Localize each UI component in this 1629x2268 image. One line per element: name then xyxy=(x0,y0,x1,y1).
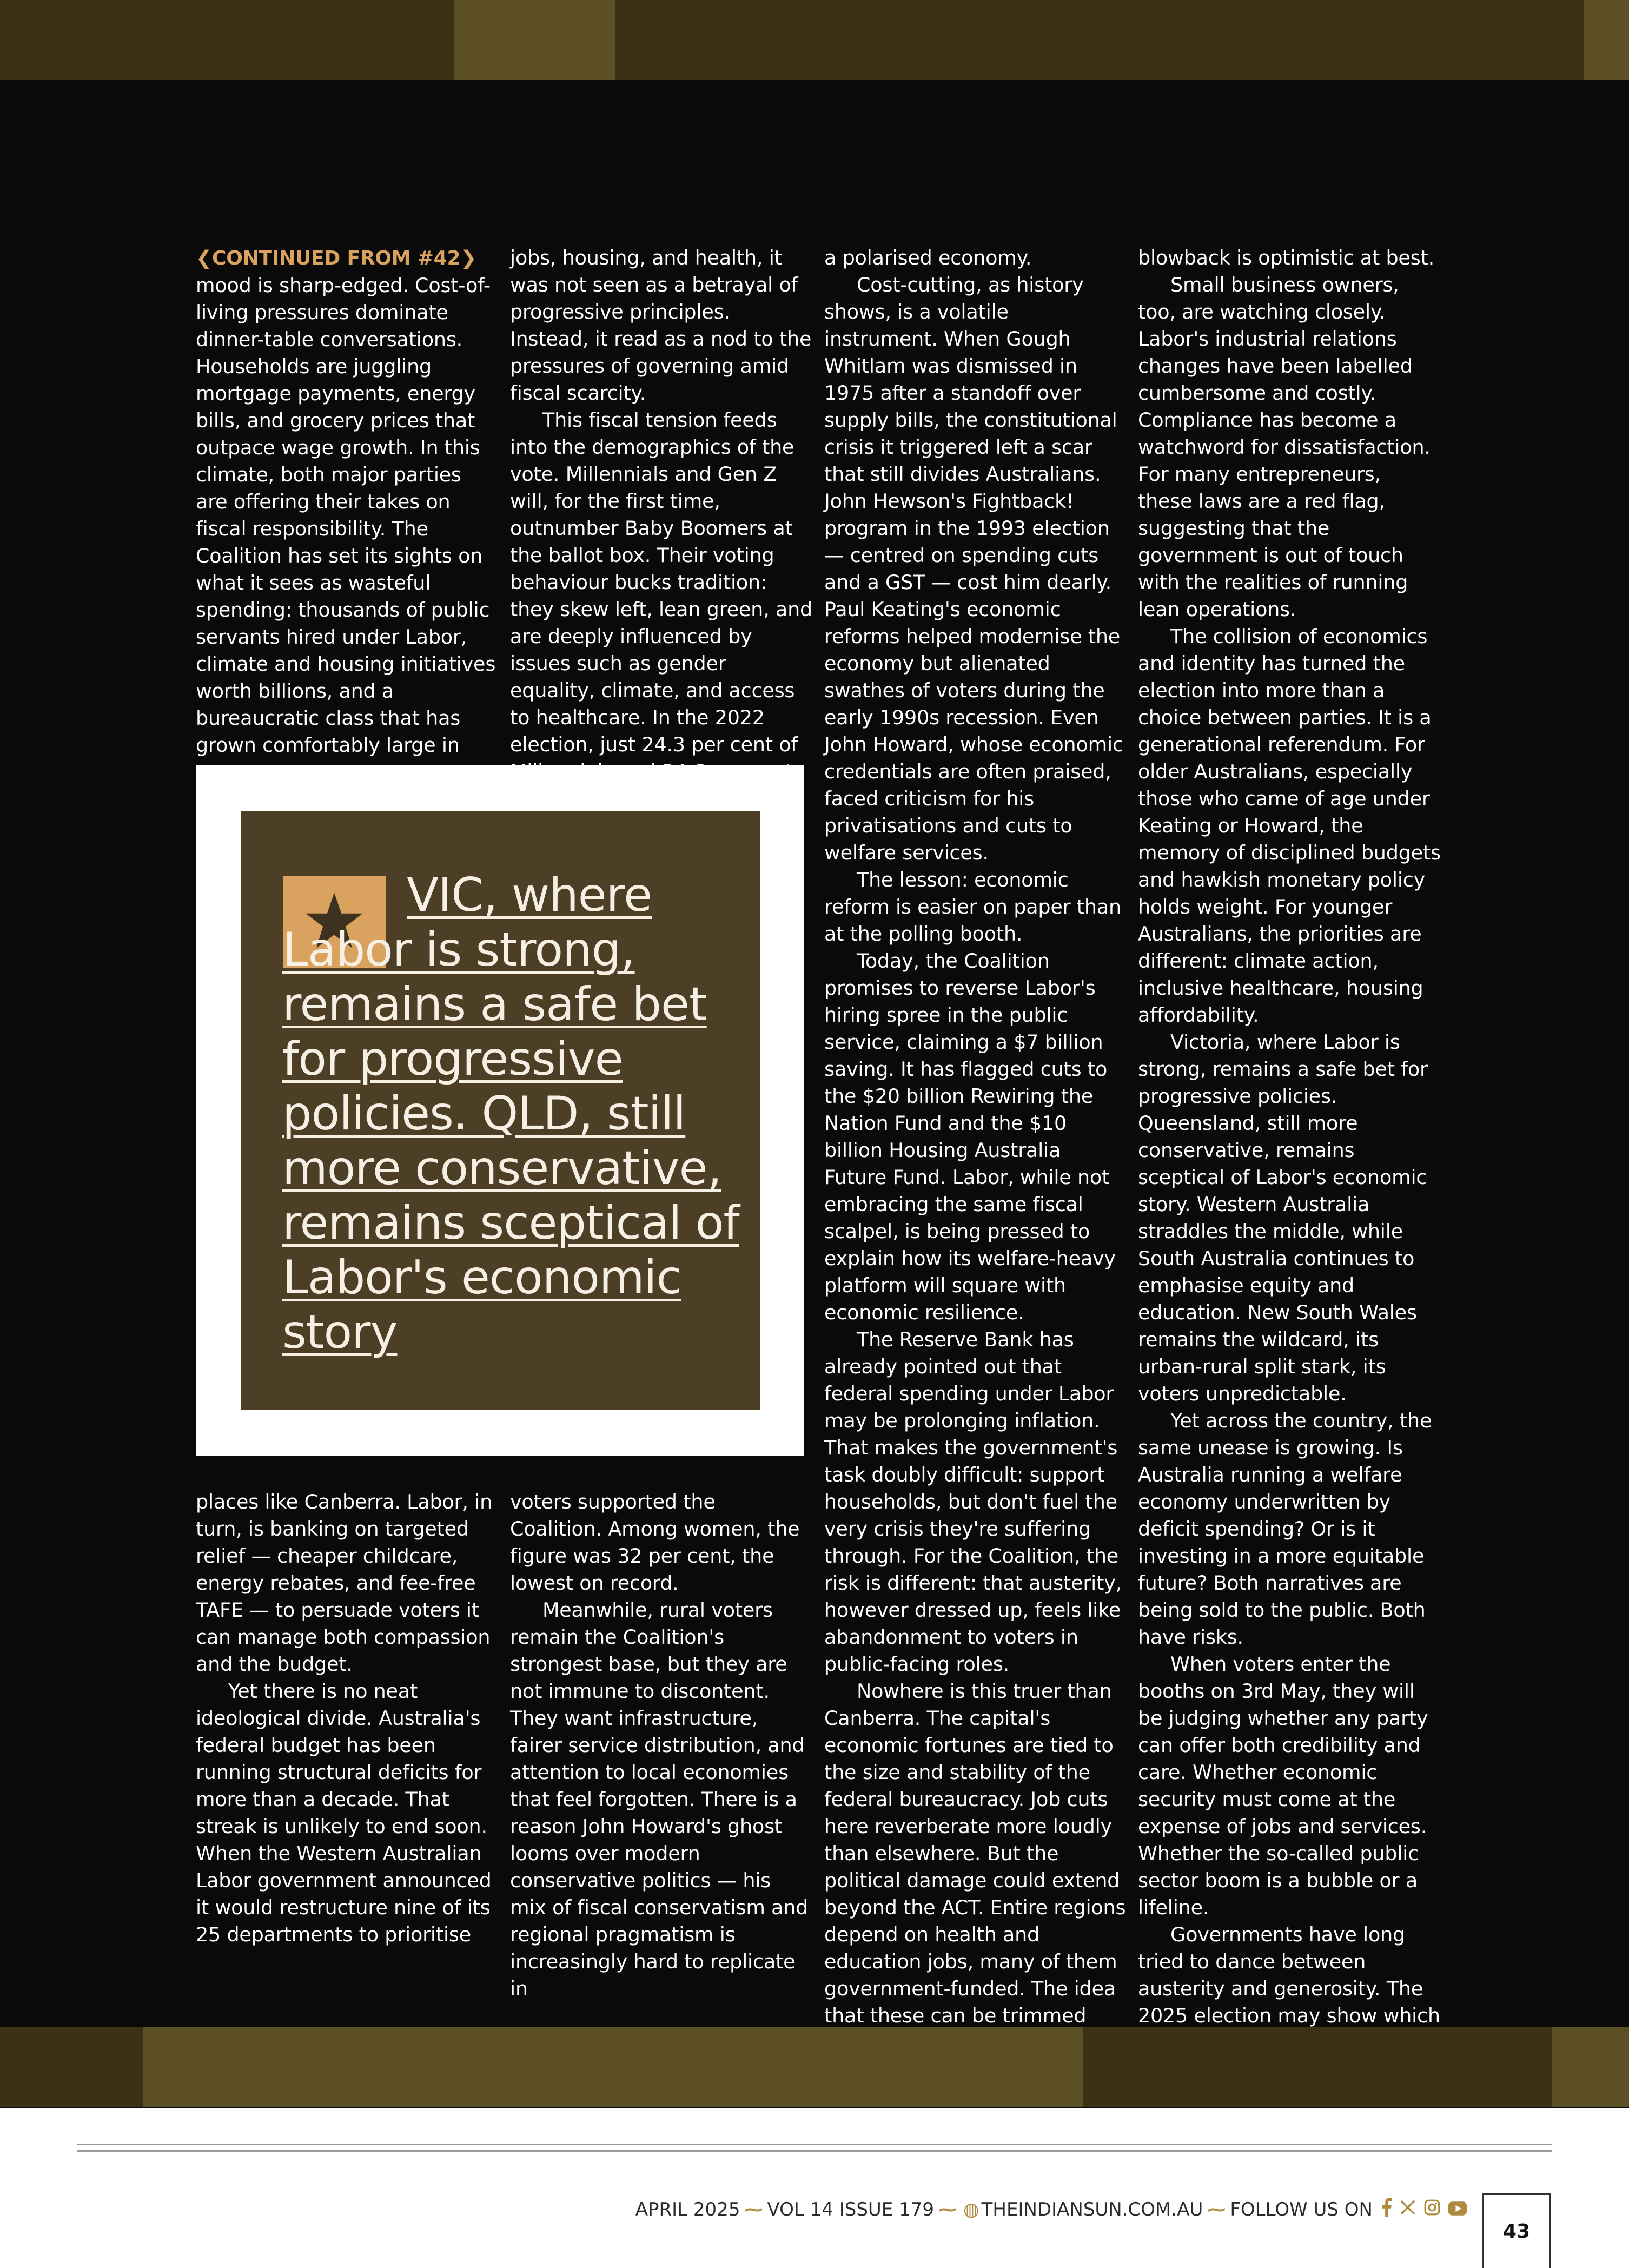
paragraph: This fiscal tension feeds into the demographics of the vote. Millennials and Gen Z will, for the first time, outnumber Baby Boomers at the ballot box. Their voting behaviour bucks tradition: they skew left, lean green, and are deeply influenced by issues such as gender equality, climate, and access to healthcare. In the 2022 election, just 24.3 per cent of xyxy=(510,408,812,756)
paragraph: The collision of economics and identity has turned the election into more than a choice between parties. It is a generational referendum. For older Australians, especially those who came of age under Keating or Howard, the memory of disciplined budgets and hawkish monetary policy holds weight. For younger Australians, the priorities are different: climate action, inclusive healthcare, housing affordability. xyxy=(1138,625,1441,1027)
bottom-band-segment xyxy=(143,2027,1083,2107)
footer-rule xyxy=(77,2150,1552,2152)
follow-label: FOLLOW US ON xyxy=(1230,2199,1373,2220)
paragraph: voters supported the Coalition. Among women, the figure was 32 per cent, the lowest on record. xyxy=(510,1490,800,1595)
article-column-2-bottom xyxy=(510,1489,813,2002)
separator-icon: ⁓ xyxy=(938,2199,957,2220)
bottom-decorative-band xyxy=(0,2027,1629,2107)
paragraph: places like Canberra. Labor, in turn, is banking on targeted relief — cheaper childcare, energy rebates, and fee-free TAFE — to persuade voters it can manage both compassion and the budget. xyxy=(196,1490,493,1676)
separator-icon: ⁓ xyxy=(1207,2199,1226,2220)
paragraph: Yet across the country, the same unease is growing. Is Australia running a welfare economy underwritten by deficit spending? Or is it investing in a more equitable future? Both narratives are being sold to the public. Both have risks. xyxy=(1138,1409,1432,1649)
paragraph: Small business owners, too, are watching closely. Labor's industrial relations changes have been labelled cumbersome and costly. Compliance has become a watchword for dissatisfaction. For many entrepreneurs, these laws are a red flag, suggesting that the government is out of touch with the realities of running lean operations. xyxy=(1138,273,1431,621)
instagram-icon[interactable] xyxy=(1423,2199,1441,2221)
continued-kicker: ❮CONTINUED FROM #42❯ xyxy=(196,247,477,269)
footer-info xyxy=(0,2193,1467,2226)
paragraph: blowback is optimistic at best. xyxy=(1138,246,1435,269)
article-column-1-top xyxy=(196,244,499,759)
article-column-4 xyxy=(1138,244,1441,2084)
separator-icon: ⁓ xyxy=(744,2199,763,2220)
paragraph: The Reserve Bank has already pointed out that federal spending under Labor may be prolonging inflation. That makes the government's task doubly difficult: support households, but don't fuel the very crisis they're suffering through. For the Coalition, the risk is different: that austerity, however dressed up, feels like abandonment to voters in public-facing roles. xyxy=(824,1328,1122,1676)
pull-quote-text: VIC, where Labor is strong, remains a safe bet for progressive policies. QLD, still more conservative, remains sceptical of Labor's economic story xyxy=(282,868,739,1359)
globe-icon: ◍ xyxy=(963,2199,979,2220)
paragraph: When voters enter the booths on 3rd May, they will be judging whether any party can offer both credibility and care. Whether economic security must come at the expense of jobs and services. Whether the so-called public sector boom is a bubble or a lifeline. xyxy=(1138,1652,1428,1919)
issue-date: APRIL 2025 xyxy=(635,2199,740,2220)
facebook-icon[interactable] xyxy=(1380,2198,1392,2222)
paragraph: Meanwhile, rural voters remain the Coalition's strongest base, but they are not immune to discontent. They want infrastructure, fairer service distribution, and attention to local economies that feel forgotten. There is a reason John Howard's ghost looms over modern conservative politics — his mix of fiscal conservatism and regional pragmatism is increasingly hard to replicate in xyxy=(510,1598,809,2000)
x-twitter-icon[interactable] xyxy=(1400,2199,1416,2220)
paragraph: a polarised economy. xyxy=(824,246,1032,269)
paragraph: Yet there is no neat ideological divide. Australia's federal budget has been running structural deficits for more than a decade. That streak is unlikely to end soon. When the Western Australian Labor government announced it would restructure nine of its 25 departments to prioritise xyxy=(196,1679,492,1946)
top-band-segment xyxy=(1584,0,1629,80)
paragraph: Governments have long tried to dance between austerity and generosity. The 2025 election may show which xyxy=(1138,1923,1440,2027)
article-column-2-top xyxy=(510,244,813,812)
paragraph: The lesson: economic reform is easier on paper than at the polling booth. xyxy=(824,868,1121,945)
paragraph: Victoria, where Labor is strong, remains a safe bet for progressive policies. Queensland, still more conservative, remains sceptical of Labor's economic story. Western Australia straddles the middle, while South Australia continues to emphasise equity and education. New South Wales remains the wildcard, its urban-rural split stark, its voters unpredictable. xyxy=(1138,1030,1428,1405)
top-decorative-band xyxy=(0,0,1629,80)
page-number: 43 xyxy=(1482,2193,1551,2268)
paragraph: jobs, housing, and health, it was not seen as a betrayal of progressive principles. Instead, it read as a nod to the pressures of governing amid fiscal scarcity. xyxy=(510,246,812,405)
article-column-1-bottom xyxy=(196,1489,499,1948)
footer-rule xyxy=(77,2144,1552,2145)
paragraph: Cost-cutting, as history shows, is a volatile instrument. When Gough Whitlam was dismissed in 1975 after a standoff over supply bills, the constitutional crisis it triggered left a scar that still divides Australians. John Hewson's Fightback! program in the 1993 election — centred on spending cuts and a GST — cost him dearly. Paul Keating's economic reforms helped modernise the economy but alienated swathes of voters during the early 1990s recession. Even John Howard, whose economic credentials are often praised, faced criticism for his privatisations and cuts to welfare services. xyxy=(824,273,1123,864)
paragraph: Nowhere is this truer than Canberra. The capital's economic fortunes are tied to the size and stability of the federal bureaucracy. Job cuts here reverberate more loudly than elsewhere. But the political damage could extend beyond the ACT. Entire regions depend on health and education jobs, many of them government-funded. The idea that these can be trimmed xyxy=(824,1679,1126,2027)
paragraph: mood is sharp-edged. Cost-of-living pressures dominate dinner-table conversations. Households are juggling mortgage payments, energy bills, and grocery prices that outpace wage growth. In this climate, both major parties are offering their takes on fiscal responsibility. The Coalition has set its sights on what it sees as wasteful spending: thousands of public servants hired under Labor, climate and housing initiatives worth billions, and a bureaucratic class that has grown comfortably large in xyxy=(196,274,496,757)
paragraph: Today, the Coalition promises to reverse Labor's hiring spree in the public service, claiming a $7 billion saving. It has flagged cuts to the $20 billion Rewiring the Nation Fund and the $10 billion Housing Australia Future Fund. Labor, while not embracing the same fiscal scalpel, is being pressed to explain how its welfare-heavy platform will square with economic resilience. xyxy=(824,949,1116,1324)
bottom-band-segment xyxy=(1552,2027,1629,2107)
footer-area xyxy=(0,2108,1629,2268)
youtube-icon[interactable] xyxy=(1448,2199,1467,2220)
article-column-3 xyxy=(824,244,1127,2057)
top-band-segment xyxy=(454,0,615,80)
issue-volume: VOL 14 ISSUE 179 xyxy=(767,2199,934,2220)
website-link[interactable]: THEINDIANSUN.COM.AU xyxy=(981,2199,1203,2220)
